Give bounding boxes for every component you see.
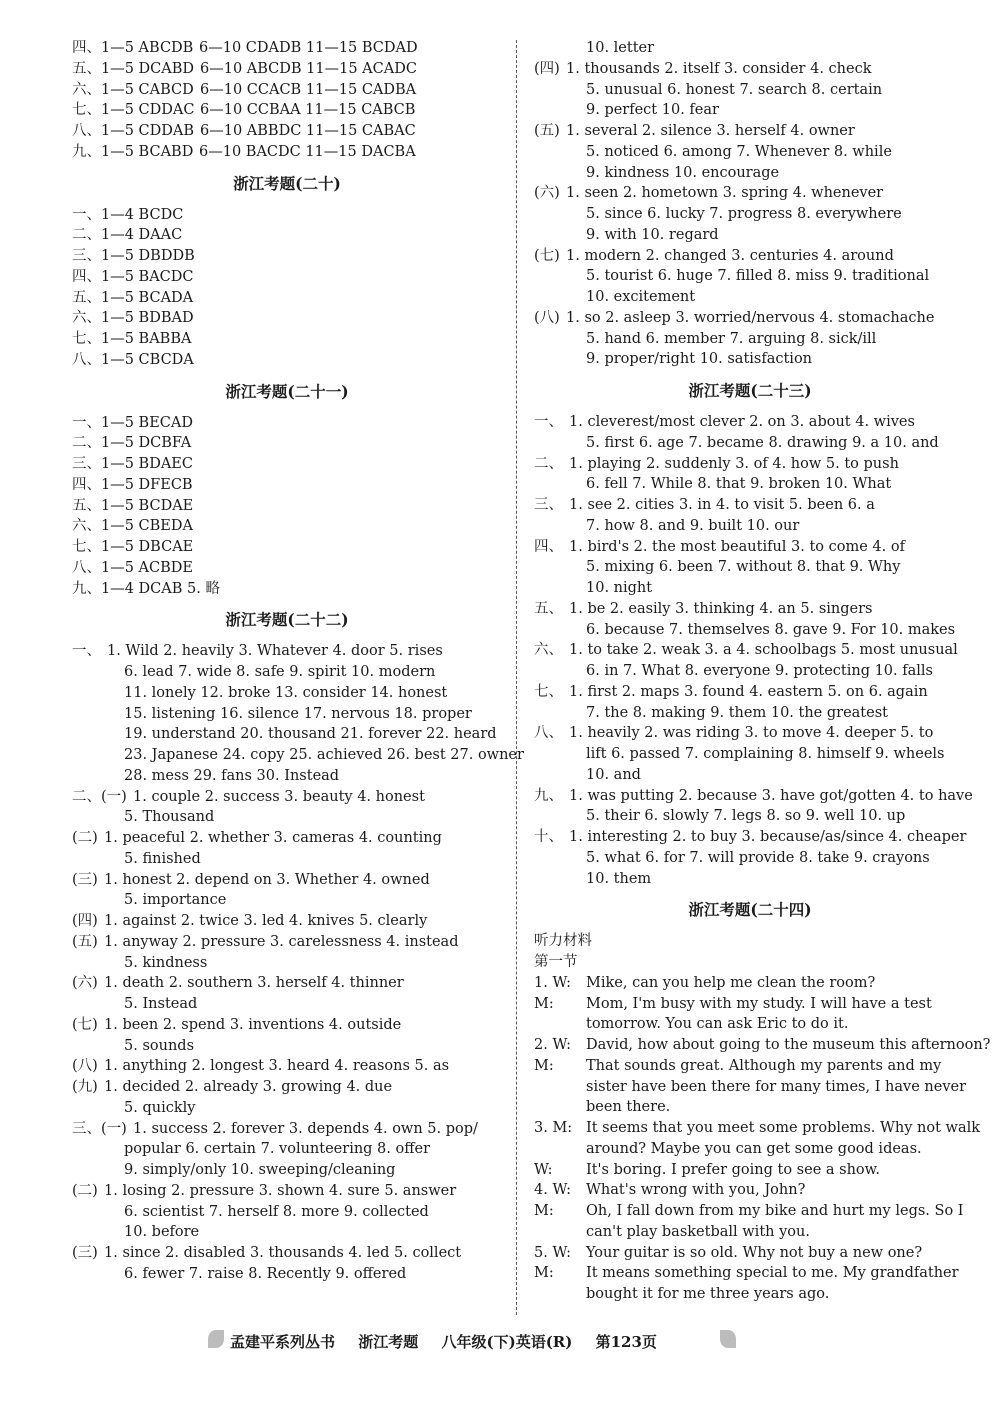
answer-text: 6. in 7. What 8. everyone 9. protecting 10. falls	[586, 663, 933, 679]
answer-line	[534, 931, 966, 952]
answer-label: (三)	[72, 1245, 98, 1261]
answer-text: 1. first 2. maps 3. found 4. eastern 5. on 6. again	[569, 683, 928, 700]
answer-line	[72, 516, 502, 537]
answer-text: 5. first 6. age 7. became 8. drawing 9. a 10. and	[586, 434, 939, 451]
answer-line	[534, 1139, 966, 1160]
answer-text: 6. fell 7. While 8. that 9. broken 10. What	[586, 476, 892, 493]
answer-line	[534, 474, 966, 495]
answer-line	[72, 911, 502, 932]
answer-text: 7. the 8. making 9. them 10. the greatest	[586, 704, 888, 721]
answer-text: 10. and	[586, 766, 641, 783]
answer-line	[72, 849, 502, 870]
answer-text: 1. decided 2. already 3. growing 4. due	[104, 1079, 393, 1095]
answer-line	[72, 704, 502, 725]
answer-label: 二、1—5 DCBFA	[72, 435, 192, 452]
answer-label: 2. W:	[534, 1037, 571, 1053]
answer-label: 十、	[534, 829, 563, 845]
answer-line	[534, 204, 966, 225]
answer-line	[534, 516, 966, 537]
answer-line	[534, 620, 966, 641]
answer-line	[72, 1077, 502, 1098]
answer-label: 四、	[534, 538, 563, 555]
answer-text: 1. since 2. disabled 3. thousands 4. led 5. collect	[104, 1245, 462, 1261]
answer-line	[72, 100, 502, 121]
answer-line	[534, 1118, 981, 1139]
answer-text: 1. losing 2. pressure 3. shown 4. sure 5. answer	[104, 1182, 457, 1199]
answer-line	[534, 703, 966, 724]
answer-label: 三、(一)	[72, 1120, 127, 1137]
answer-line	[534, 806, 966, 827]
answer-line	[72, 953, 502, 974]
answer-text: 15. listening 16. silence 17. nervous 18. proper	[124, 705, 472, 722]
answer-text: 6—10 CDADB 11—15 BCDAD	[199, 40, 418, 56]
answer-text: been there.	[586, 1099, 671, 1116]
answer-text: 5. mixing 6. been 7. without 8. that 9. Why	[586, 559, 901, 576]
answer-text: Your guitar is so old. Why not buy a new one?	[586, 1244, 923, 1261]
answer-text: popular 6. certain 7. volunteering 8. offer	[124, 1141, 431, 1158]
answer-line	[534, 183, 966, 204]
answer-label: 五、	[534, 600, 563, 617]
leaf-ornament-right	[720, 1330, 736, 1348]
answer-label: 1. W:	[534, 974, 571, 991]
answer-line	[72, 870, 502, 891]
answer-line	[534, 163, 966, 184]
answer-label: M:	[534, 1057, 554, 1074]
answer-text: 9. simply/only 10. sweeping/cleaning	[124, 1162, 396, 1178]
left-column	[72, 38, 524, 1285]
answer-text: lift 6. passed 7. complaining 8. himself 9. wheels	[586, 746, 945, 762]
answer-label: 二、(一)	[72, 788, 127, 805]
footer-series: 孟建平系列丛书	[230, 1333, 336, 1351]
answer-label: (三)	[72, 871, 98, 888]
answer-text: 6—10 ABCDB 11—15 ACADC	[200, 60, 417, 77]
answer-line	[72, 1181, 502, 1202]
answer-line	[534, 1180, 966, 1201]
answer-text: 5. what 6. for 7. will provide 8. take 9. crayons	[586, 849, 930, 866]
answer-line	[534, 973, 966, 994]
answer-label: (二)	[72, 830, 98, 846]
answer-line	[72, 413, 502, 434]
answer-label: (四)	[72, 913, 98, 929]
answer-text: 1. modern 2. changed 3. centuries 4. around	[566, 247, 894, 264]
answer-line	[72, 496, 502, 517]
answer-text: 11. lonely 12. broke 13. consider 14. honest	[124, 684, 448, 701]
answer-text: 19. understand 20. thousand 21. forever 22. heard	[124, 726, 497, 743]
answer-line	[72, 641, 502, 662]
answer-text: 1. to take 2. weak 3. a 4. schoolbags 5. most unusual	[569, 642, 958, 659]
answer-text: 1. cleverest/most clever 2. on 3. about 4. wives	[569, 414, 915, 430]
answer-line	[534, 121, 966, 142]
answer-label: 听力材料	[534, 933, 592, 950]
footer-book: 浙江考题	[358, 1333, 419, 1351]
answer-line	[534, 682, 966, 703]
answer-text: 1. playing 2. suddenly 3. of 4. how 5. to push	[569, 455, 899, 472]
answer-text: 5. since 6. lucky 7. progress 8. everywhere	[586, 206, 902, 222]
answer-line	[72, 121, 502, 142]
answer-text: 6—10 BACDC 11—15 DACBA	[199, 143, 416, 160]
answer-text: 6. scientist 7. herself 8. more 9. collected	[124, 1203, 429, 1220]
answer-label: 七、1—5 BABBA	[72, 331, 192, 347]
answer-label: 二、	[534, 455, 563, 472]
answer-text: 28. mess 29. fans 30. Instead	[124, 767, 340, 784]
answer-line	[72, 1139, 502, 1160]
answer-label: 五、1—5 DCABD	[72, 60, 195, 77]
answer-line	[72, 1036, 502, 1057]
answer-line	[534, 1263, 966, 1284]
answer-line	[534, 1097, 966, 1118]
answer-label: 5. W:	[534, 1244, 571, 1261]
footer-grade: 八年级(下)英语(R)	[441, 1333, 573, 1351]
answer-text: 10. before	[124, 1224, 200, 1241]
answer-line	[534, 848, 966, 869]
answer-text: 5. Thousand	[124, 809, 215, 826]
answer-text: Mike, can you help me clean the room?	[586, 974, 876, 991]
answer-line	[534, 1077, 966, 1098]
answer-label: (二)	[72, 1182, 98, 1199]
answer-text: Oh, I fall down from my bike and hurt my legs. So I	[586, 1203, 964, 1219]
answer-text: 5. their 6. slowly 7. legs 8. so 9. well 10. up	[586, 808, 906, 825]
answer-text: 5. tourist 6. huge 7. filled 8. miss 9. traditional	[586, 268, 930, 285]
answer-label: (八)	[534, 309, 560, 326]
answer-label: 3. M:	[534, 1120, 573, 1136]
answer-line	[72, 745, 524, 766]
answer-text: 5. hand 6. member 7. arguing 8. sick/ill	[586, 330, 877, 347]
answer-text: bought it for me three years ago.	[586, 1286, 830, 1302]
answer-text: around? Maybe you can get some good ideas.	[586, 1140, 922, 1157]
answer-label: 七、1—5 DBCAE	[72, 539, 194, 555]
page-footer	[230, 1331, 675, 1352]
answer-label: M:	[534, 995, 554, 1012]
answer-line	[534, 1014, 966, 1035]
answer-label: 五、1—5 BCDAE	[72, 497, 194, 514]
answer-label: 八、1—5 CDDAB	[72, 123, 195, 139]
answer-line	[72, 1160, 502, 1181]
answer-label: 七、	[534, 683, 563, 700]
answer-label: (八)	[72, 1058, 98, 1075]
answer-line	[534, 287, 966, 308]
answer-label: 三、1—5 BDAEC	[72, 456, 193, 472]
answer-text: It seems that you meet some problems. Why not walk	[586, 1120, 981, 1136]
answer-text: 5. finished	[124, 850, 201, 867]
answer-line	[72, 350, 502, 371]
answer-text: 1. peaceful 2. whether 3. cameras 4. counting	[104, 830, 442, 846]
answer-line	[534, 1160, 966, 1181]
answer-line	[72, 579, 502, 600]
answer-line	[72, 267, 502, 288]
answer-label: 五、1—5 BCADA	[72, 289, 194, 306]
answer-text: 5. quickly	[124, 1099, 196, 1116]
answer-line	[72, 475, 502, 496]
answer-text: 5. Instead	[124, 996, 198, 1012]
answer-line	[72, 288, 502, 309]
answer-text: 1. be 2. easily 3. thinking 4. an 5. singers	[569, 600, 873, 617]
answer-text: 1. see 2. cities 3. in 4. to visit 5. been 6. a	[569, 497, 875, 513]
answer-line	[72, 1098, 502, 1119]
answer-label: 八、	[534, 725, 563, 742]
answer-label: 六、1—5 CBEDA	[72, 518, 193, 535]
answer-text: 9. perfect 10. fear	[586, 102, 719, 119]
answer-text: 1. bird's 2. the most beautiful 3. to come 4. of	[569, 538, 905, 555]
answer-line	[534, 869, 966, 890]
answer-text: 1. Wild 2. heavily 3. Whatever 4. door 5. rises	[107, 643, 443, 660]
answer-label: M:	[534, 1203, 554, 1219]
answer-line	[72, 329, 502, 350]
answer-text: can't play basketball with you.	[586, 1223, 810, 1240]
section-heading: 浙江考题(二十四)	[688, 900, 812, 920]
answer-label: 九、	[534, 787, 563, 804]
answer-text: 1. heavily 2. was riding 3. to move 4. deeper 5. to	[569, 725, 934, 742]
answer-line	[72, 662, 502, 683]
answer-line	[72, 890, 502, 911]
answer-line	[72, 807, 502, 828]
answer-label: 八、1—5 CBCDA	[72, 351, 194, 368]
answer-line	[534, 80, 966, 101]
answer-line	[534, 495, 966, 516]
answer-text: 10. them	[586, 870, 652, 887]
answer-line	[534, 1201, 966, 1222]
answer-line	[534, 599, 966, 620]
right-column	[534, 38, 991, 1305]
answer-line	[534, 329, 966, 350]
answer-line	[534, 1243, 966, 1264]
answer-label: (七)	[534, 247, 560, 264]
answer-line	[534, 38, 966, 59]
answer-text: 10. excitement	[586, 289, 696, 305]
answer-label: (七)	[72, 1016, 98, 1033]
answer-text: 1. anything 2. longest 3. heard 4. reasons 5. as	[104, 1058, 450, 1075]
answer-line	[72, 205, 502, 226]
answer-text: It means something special to me. My grandfather	[586, 1265, 959, 1282]
answer-label: 一、1—5 BECAD	[72, 414, 193, 431]
answer-line	[72, 80, 502, 101]
answer-line	[72, 1056, 502, 1077]
answer-text: 1. interesting 2. to buy 3. because/as/since 4. cheaper	[569, 829, 967, 845]
answer-line	[534, 1035, 991, 1056]
answer-line	[534, 266, 966, 287]
answer-line	[534, 765, 966, 786]
answer-line	[72, 537, 502, 558]
answer-text: 1. couple 2. success 3. beauty 4. honest	[133, 788, 425, 805]
leaf-ornament-left	[208, 1330, 224, 1348]
answer-text: 23. Japanese 24. copy 25. achieved 26. best 27. owner	[124, 747, 524, 763]
answer-text: 1. death 2. southern 3. herself 4. thinner	[104, 975, 404, 992]
answer-label: (五)	[72, 933, 98, 950]
answer-label: 4. W:	[534, 1182, 571, 1199]
answer-label: 四、1—5 BACDC	[72, 268, 194, 285]
answer-line	[72, 38, 502, 59]
section-heading: 浙江考题(二十三)	[688, 381, 812, 400]
answer-text: 5. importance	[124, 892, 227, 909]
answer-line	[72, 932, 502, 953]
answer-line	[534, 1056, 966, 1077]
answer-text: 9. proper/right 10. satisfaction	[586, 351, 813, 368]
answer-label: 九、1—5 BCABD	[72, 143, 194, 160]
answer-line	[72, 142, 502, 163]
answer-line	[72, 683, 502, 704]
answer-line	[72, 1119, 502, 1140]
answer-line	[534, 994, 966, 1015]
answer-text: 1. success 2. forever 3. depends 4. own 5. pop/	[133, 1120, 478, 1137]
answer-label: 六、1—5 CABCD	[72, 81, 194, 98]
answer-label: 二、1—4 DAAC	[72, 227, 183, 244]
answer-line	[72, 246, 502, 267]
answer-line	[72, 433, 502, 454]
section-heading: 浙江考题(二十)	[233, 173, 341, 193]
answer-label: 三、1—5 DBDDB	[72, 248, 195, 264]
answer-line	[72, 828, 502, 849]
answer-text: That sounds great. Although my parents and my	[586, 1057, 942, 1074]
answer-label: (九)	[72, 1079, 98, 1095]
answer-label: 七、1—5 CDDAC	[72, 102, 195, 119]
answer-line	[534, 308, 966, 329]
answer-text: tomorrow. You can ask Eric to do it.	[586, 1016, 849, 1033]
section-heading: 浙江考题(二十一)	[225, 381, 349, 401]
answer-line	[72, 1015, 502, 1036]
answer-line	[534, 225, 966, 246]
answer-text: Mom, I'm busy with my study. I will have a test	[586, 995, 932, 1012]
answer-line	[534, 412, 966, 433]
answer-line	[534, 1284, 966, 1305]
answer-line	[72, 1202, 502, 1223]
answer-text: 1. honest 2. depend on 3. Whether 4. owned	[104, 871, 430, 888]
answer-line	[534, 578, 966, 599]
answer-text: 5. kindness	[124, 954, 208, 971]
answer-line	[534, 433, 966, 454]
answer-label: 一、1—4 BCDC	[72, 206, 184, 223]
answer-line	[534, 1222, 966, 1243]
answer-label: 八、1—5 ACBDE	[72, 559, 193, 576]
answer-label: 三、	[534, 497, 563, 513]
answer-text: 5. noticed 6. among 7. Whenever 8. while	[586, 143, 892, 160]
answer-line	[72, 994, 502, 1015]
answer-line	[534, 744, 966, 765]
answer-text: 1. thousands 2. itself 3. consider 4. check	[566, 60, 872, 77]
answer-line	[534, 723, 966, 744]
answer-line	[534, 557, 966, 578]
answer-line	[534, 640, 966, 661]
answer-text: It's boring. I prefer going to see a show.	[586, 1161, 880, 1178]
answer-text: 6—10 CCACB 11—15 CADBA	[200, 81, 417, 98]
answer-line	[534, 142, 966, 163]
answer-line	[534, 349, 966, 370]
answer-line	[534, 100, 966, 121]
answer-label: 第一节	[534, 954, 578, 970]
answer-line	[534, 661, 966, 682]
answer-label: (六)	[72, 975, 98, 992]
answer-line	[72, 1264, 502, 1285]
column-divider	[516, 40, 517, 1315]
answer-line	[72, 973, 502, 994]
answer-text: sister have been there for many times, I have never	[586, 1078, 967, 1095]
answer-line	[72, 454, 502, 475]
answer-line	[72, 1222, 502, 1243]
answer-line	[534, 786, 973, 807]
answer-line	[534, 537, 966, 558]
answer-text: 6—10 CCBAA 11—15 CABCB	[200, 102, 416, 119]
answer-text: 6. fewer 7. raise 8. Recently 9. offered	[124, 1265, 407, 1282]
answer-label: 四、1—5 DFECB	[72, 476, 193, 493]
answer-label: (五)	[534, 123, 560, 139]
answer-text: 10. night	[586, 580, 653, 596]
answer-text: 9. with 10. regard	[586, 226, 719, 243]
answer-line	[72, 558, 502, 579]
answer-label: (四)	[534, 60, 560, 77]
answer-line	[534, 827, 966, 848]
answer-text: 1. seen 2. hometown 3. spring 4. whenever	[566, 185, 884, 202]
answer-text: 5. sounds	[124, 1037, 195, 1054]
answer-text: What's wrong with you, John?	[586, 1182, 806, 1199]
answer-text: 5. unusual 6. honest 7. search 8. certain	[586, 81, 883, 98]
answer-label: 一、	[534, 414, 563, 430]
answer-text: 1. several 2. silence 3. herself 4. owner	[566, 123, 855, 139]
answer-text: 7. how 8. and 9. built 10. our	[586, 517, 800, 534]
answer-label: 六、1—5 BDBAD	[72, 310, 194, 327]
answer-label: 六、	[534, 642, 563, 659]
answer-text: 10. letter	[586, 40, 655, 56]
answer-text: David, how about going to the museum this afternoon?	[586, 1037, 991, 1053]
answer-line	[534, 454, 966, 475]
answer-line	[534, 59, 966, 80]
answer-text: 1. against 2. twice 3. led 4. knives 5. clearly	[104, 913, 428, 929]
footer-page: 第123页	[595, 1333, 657, 1351]
answer-line	[72, 787, 502, 808]
answer-text: 1. so 2. asleep 3. worried/nervous 4. stomachache	[566, 309, 935, 326]
answer-label: 九、1—4 DCAB 5. 略	[72, 580, 220, 597]
answer-label: W:	[534, 1161, 553, 1178]
answer-text: 6. lead 7. wide 8. safe 9. spirit 10. modern	[124, 664, 436, 680]
answer-text: 1. been 2. spend 3. inventions 4. outside	[104, 1016, 402, 1033]
answer-label: (六)	[534, 185, 560, 202]
answer-text: 6. because 7. themselves 8. gave 9. For 10. makes	[586, 621, 956, 638]
answer-text: 6—10 ABBDC 11—15 CABAC	[200, 123, 416, 139]
answer-line	[72, 1243, 502, 1264]
answer-line	[534, 246, 966, 267]
answer-line	[72, 766, 502, 787]
answer-label: 四、1—5 ABCDB	[72, 40, 194, 56]
answer-line	[72, 724, 502, 745]
answer-text: 9. kindness 10. encourage	[586, 164, 780, 181]
answer-line	[534, 952, 966, 973]
answer-text: 1. was putting 2. because 3. have got/gotten 4. to have	[569, 787, 973, 804]
answer-line	[72, 59, 502, 80]
answer-text: 1. anyway 2. pressure 3. carelessness 4. instead	[104, 933, 459, 950]
section-heading: 浙江考题(二十二)	[225, 610, 349, 630]
answer-label: 一、	[72, 643, 101, 660]
answer-label: M:	[534, 1265, 554, 1282]
answer-line	[72, 225, 502, 246]
answer-line	[72, 308, 502, 329]
